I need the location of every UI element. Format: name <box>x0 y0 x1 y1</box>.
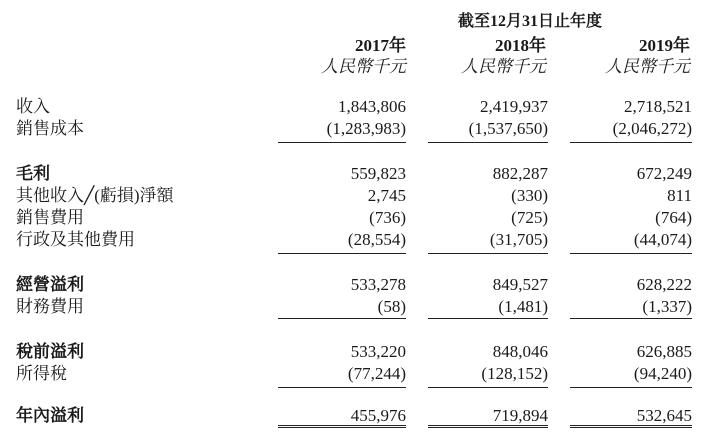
row-label: 收入 <box>16 97 50 116</box>
row-value-2019: 2,718,521 <box>624 97 692 116</box>
row-value-2017: 1,843,806 <box>338 97 406 116</box>
row-value-2018: (128,152) <box>481 364 548 383</box>
row-value-2018: (1,537,650) <box>468 119 548 138</box>
row-value-2017: 559,823 <box>350 164 406 183</box>
column-unit-2017: 人民幣千元 <box>321 57 406 76</box>
total-double-rule-2019 <box>570 425 692 431</box>
row-value-2017: (77,244) <box>347 364 406 383</box>
row-value-2018: 849,527 <box>492 275 548 294</box>
row-value-2018: 848,046 <box>492 342 548 361</box>
subtotal-rule-2017 <box>278 387 406 388</box>
row-label: 年內溢利 <box>16 406 84 425</box>
row-value-2018: (725) <box>511 208 548 227</box>
row-value-2019: (1,337) <box>642 297 692 316</box>
row-label: 毛利 <box>16 164 50 183</box>
subtotal-rule-2017 <box>278 253 406 254</box>
subtotal-rule-2018 <box>428 253 548 254</box>
row-value-2019: (764) <box>655 208 692 227</box>
row-value-2019: 672,249 <box>636 164 692 183</box>
row-value-2018: (330) <box>511 186 548 205</box>
row-label: 銷售成本 <box>16 119 84 138</box>
column-year-2019: 2019年 <box>639 36 690 55</box>
row-value-2017: 455,976 <box>350 406 406 425</box>
total-double-rule-2017 <box>278 425 406 431</box>
row-value-2017: 2,745 <box>367 186 406 205</box>
subtotal-rule-2019 <box>570 318 692 319</box>
row-value-2017: 533,278 <box>350 275 406 294</box>
subtotal-rule-2018 <box>428 318 548 319</box>
subtotal-rule-2019 <box>570 387 692 388</box>
row-value-2018: 2,419,937 <box>480 97 548 116</box>
row-value-2019: (2,046,272) <box>612 119 692 138</box>
row-value-2018: 719,894 <box>492 406 548 425</box>
row-value-2019: 811 <box>667 186 692 205</box>
subtotal-rule-2018 <box>428 142 548 143</box>
row-label: 所得稅 <box>16 364 67 383</box>
row-value-2017: (736) <box>369 208 406 227</box>
period-heading: 截至12月31日止年度 <box>457 13 602 30</box>
row-value-2017: (28,554) <box>347 230 406 249</box>
total-double-rule-2018 <box>428 425 548 431</box>
row-value-2017: 533,220 <box>350 342 406 361</box>
row-value-2017: (1,283,983) <box>326 119 406 138</box>
row-value-2019: (44,074) <box>633 230 692 249</box>
row-label: 行政及其他費用 <box>16 230 135 249</box>
row-label: 銷售費用 <box>16 208 84 227</box>
column-year-2018: 2018年 <box>495 36 546 55</box>
row-label: 經營溢利 <box>16 275 84 294</box>
column-year-2017: 2017年 <box>355 36 406 55</box>
subtotal-rule-2019 <box>570 142 692 143</box>
row-value-2018: (31,705) <box>489 230 548 249</box>
subtotal-rule-2017 <box>278 318 406 319</box>
subtotal-rule-2017 <box>278 142 406 143</box>
row-value-2019: 626,885 <box>636 342 692 361</box>
subtotal-rule-2019 <box>570 253 692 254</box>
column-unit-2018: 人民幣千元 <box>461 57 546 76</box>
row-label: 財務費用 <box>16 297 84 316</box>
row-value-2018: (1,481) <box>498 297 548 316</box>
row-label: 稅前溢利 <box>16 342 84 361</box>
row-value-2019: (94,240) <box>633 364 692 383</box>
row-label: 其他收入╱(虧損)淨額 <box>16 186 174 205</box>
row-value-2019: 628,222 <box>636 275 692 294</box>
column-unit-2019: 人民幣千元 <box>605 57 690 76</box>
subtotal-rule-2018 <box>428 387 548 388</box>
row-value-2017: (58) <box>377 297 406 316</box>
row-value-2018: 882,287 <box>492 164 548 183</box>
row-value-2019: 532,645 <box>636 406 692 425</box>
